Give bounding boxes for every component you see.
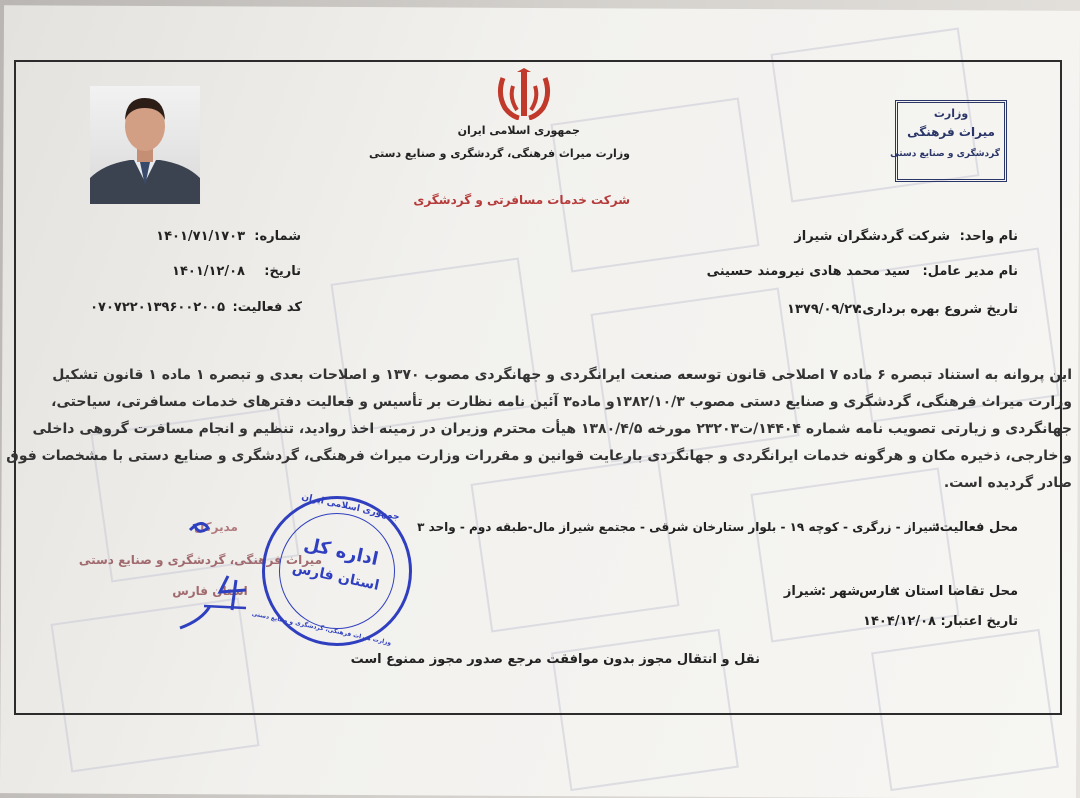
start-date-label: تاریخ شروع بهره برداری: (857, 302, 1018, 317)
paragraph-line: و خارجی، ذخیره مکان و هرگونه خدمات ایرانگردی و جهانگردی بارعایت قوانین و مقررات وزارت میراث فرهنگی، گردشگری و صنایع دستی با مشخصات فوق (6, 448, 1072, 464)
stamp-outer-bottom: وزارت میراث فرهنگی، گردشگری و صنایع دستی (251, 610, 392, 647)
validity-label: تاریخ اعتبار: (940, 614, 1018, 629)
header-ministry: وزارت میراث فرهنگی، گردشگری و صنایع دستی (369, 147, 630, 160)
number-value: ۱۴۰۱/۷۱/۱۷۰۳ (156, 229, 245, 244)
start-date-value: ۱۳۷۹/۰۹/۲۷ (787, 302, 860, 317)
request-label: محل تقاضا استان : (895, 584, 1018, 599)
stamp-center-1: اداره کل (302, 533, 381, 571)
person-portrait-icon (90, 86, 200, 204)
request-city: شیراز (783, 584, 822, 599)
signature-title: مدیرکل (193, 520, 238, 534)
transfer-notice: نقل و انتقال مجوز بدون موافقت مرجع صدور مجوز ممنوع است (350, 652, 760, 667)
logo-line-3: گردشگری و صنایع دستی (890, 149, 1000, 159)
manager-value: سید محمد هادی نیرومند حسینی (706, 264, 910, 279)
paragraph-line: جهانگردی و زیارتی تصویب نامه شماره ۱۴۴۰۴/ت۲۳۲۰۳ مورخه ۱۳۸۰/۴/۵ هیأت محترم وزیران در زمینه اخذ روادید، تنظیم و انجام مسافرت گروهی داخلی (32, 421, 1072, 437)
ministry-logo (890, 100, 1007, 182)
header-republic: جمهوری اسلامی ایران (457, 124, 580, 137)
paragraph-line: صادر گردیده است. (943, 475, 1072, 491)
unit-label: نام واحد: (959, 229, 1018, 244)
address-label: محل فعالیت: (934, 520, 1018, 535)
license-paragraph (6, 362, 1072, 497)
paragraph-line: این پروانه به استناد تبصره ۶ ماده ۷ اصلاحی قانون توسعه صنعت ایرانگردی و جهانگردی مصوب ۱۳۷۰ و اصلاحات بعدی و تبصره ۱ ماده ۱ قانون تشکیل (52, 367, 1072, 383)
address-value: شیراز - زرگری - کوچه ۱۹ - بلوار ستارخان شرقی - مجتمع شیراز مال-طبقه دوم - واحد ۳ (417, 520, 940, 534)
date-label: تاریخ: (264, 264, 301, 279)
manager-label: نام مدیر عامل: (922, 264, 1018, 279)
stamp-outer-top: جمهوری اسلامی ایران (300, 492, 401, 523)
paragraph-line: وزارت میراث فرهنگی، گردشگری و صنایع دستی مصوب ۱۳۸۲/۱۰/۳و ماده۳ آئین نامه نظارت بر تأسیس و فعالیت دفترهای خدمات مسافرتی، سیاحتی، (51, 394, 1072, 410)
activity-code-value: ۰۷۰۷۲۲۰۱۳۹۶۰۰۲۰۰۵ (90, 300, 225, 315)
number-label: شماره: (254, 229, 301, 244)
request-city-label: شهر : (820, 584, 860, 599)
activity-code-label: کد فعالیت: (232, 300, 302, 315)
request-province: فارس (859, 584, 898, 599)
signature-org: میراث فرهنگی، گردشگری و صنایع دستی (78, 553, 322, 567)
holder-photo (90, 86, 200, 204)
date-value: ۱۴۰۱/۱۲/۰۸ (172, 264, 245, 279)
validity-value: ۱۴۰۴/۱۲/۰۸ (863, 614, 936, 629)
stamp-center-2: استان فارس (290, 559, 381, 594)
company-type-title: شرکت خدمات مسافرتی و گردشگری (413, 193, 630, 207)
logo-line-1: وزارت (933, 107, 969, 120)
unit-value: شرکت گردشگران شیراز (794, 229, 950, 244)
logo-line-2: میراث فرهنگی (907, 125, 995, 139)
iran-emblem-icon (495, 68, 553, 120)
signature-province: استان فارس (172, 584, 248, 598)
